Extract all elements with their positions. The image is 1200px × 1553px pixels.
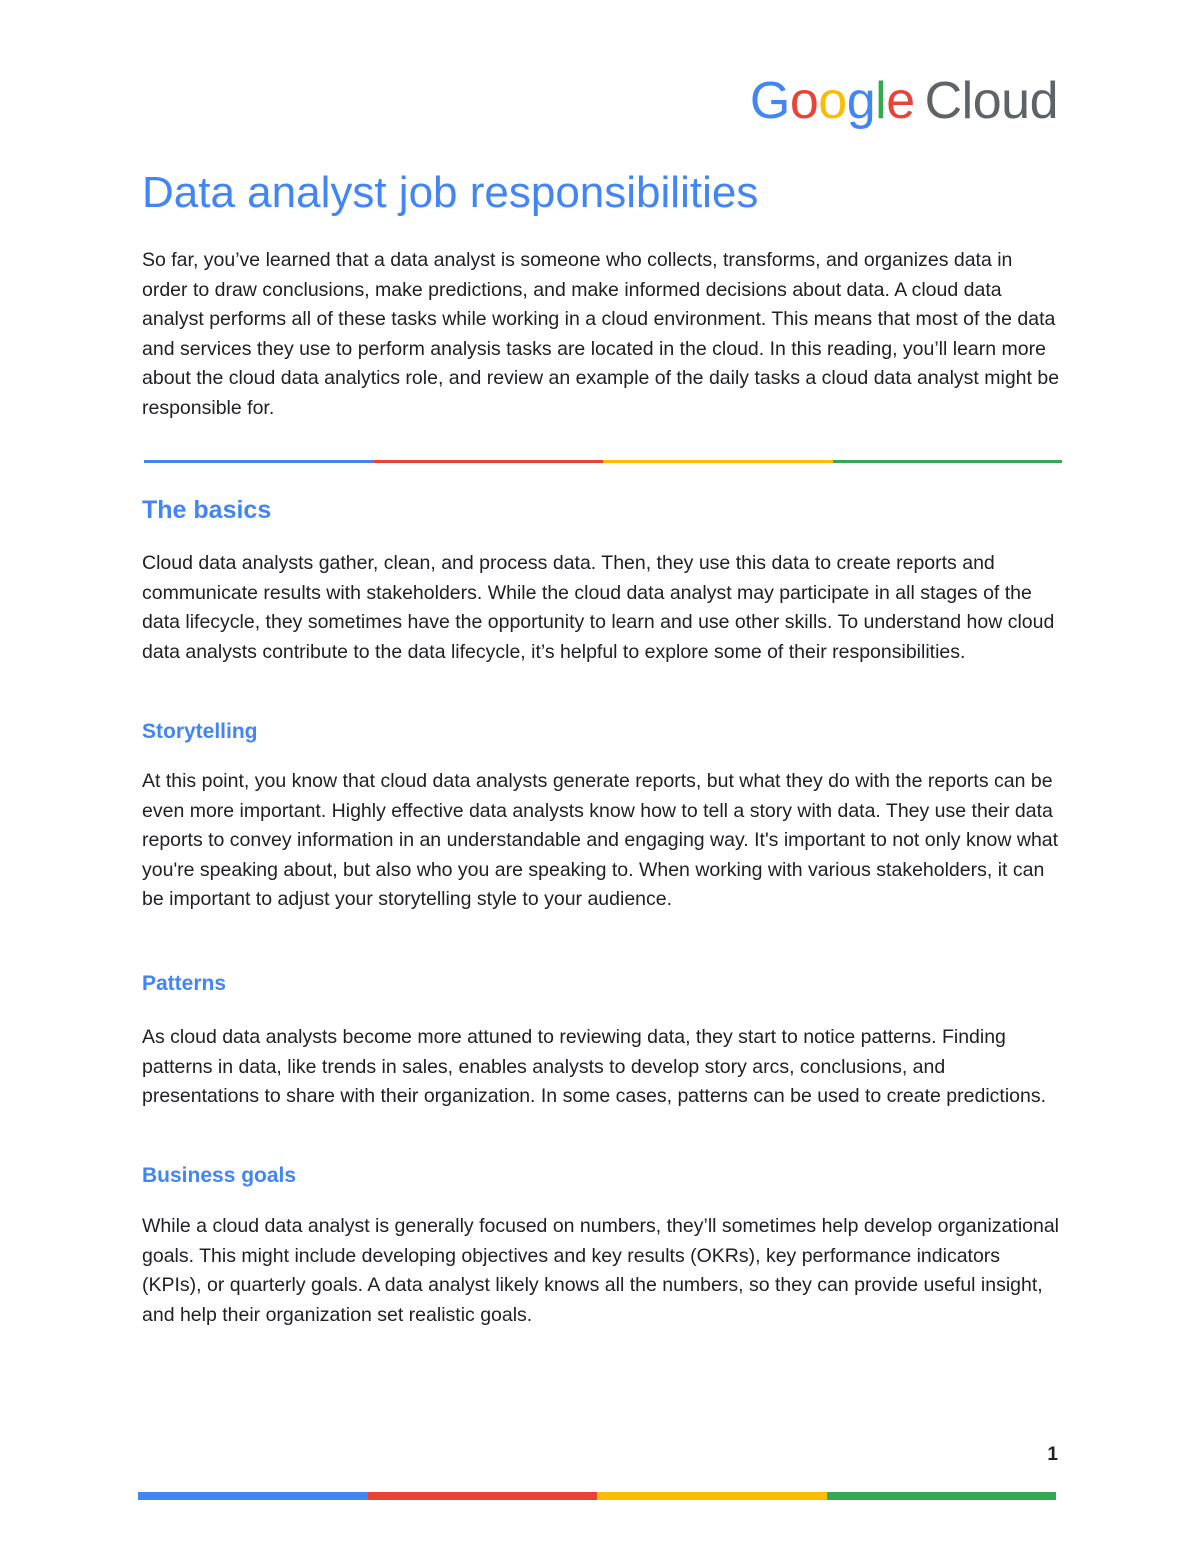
logo-cloud-word: Cloud bbox=[924, 72, 1058, 130]
basics-paragraph: Cloud data analysts gather, clean, and process data. Then, they use this data to create reports and communicate results with stakeholders. While the cloud data analyst may participate in all stages of the data lifecycle, they sometimes have the opportunity to learn and use other skills. To understand how cloud data analysts contribute to the data lifecycle, it’s helpful to explore some of their responsibilities. bbox=[142, 552, 1055, 663]
business-goals-paragraph: While a cloud data analyst is generally focused on numbers, they’ll sometimes help develop organizational goals. This might include developing objectives and key results (OKRs), key performance indicators (KPIs), or quarterly goals. A data analyst likely knows all the numbers, so they can provide useful insight, and help their organization set realistic goals. bbox=[142, 1215, 1060, 1326]
divider-segment-green bbox=[833, 460, 1063, 463]
page-number: 1 bbox=[1047, 1444, 1058, 1465]
divider-segment-red bbox=[374, 460, 604, 463]
heading-business-goals: Business goals bbox=[142, 1164, 297, 1187]
logo-letter-o2: o bbox=[818, 72, 847, 130]
google-cloud-logo bbox=[750, 70, 1058, 132]
patterns-paragraph: As cloud data analysts become more attuned to reviewing data, they start to notice patterns. Finding patterns in data, like trends in sales, enables analysts to develop story arcs, conclusions, and presentations to share with their organization. In some cases, patterns can be used to create predictions. bbox=[142, 1026, 1047, 1108]
footer-segment-yellow bbox=[597, 1492, 827, 1500]
page-title: Data analyst job responsibilities bbox=[142, 168, 759, 217]
heading-the-basics: The basics bbox=[142, 496, 272, 524]
logo-letter-o1: o bbox=[789, 72, 819, 130]
logo-letter-l: l bbox=[875, 72, 887, 130]
storytelling-paragraph: At this point, you know that cloud data analysts generate reports, but what they do with the reports can be even more important. Highly effective data analysts know how to tell a story with data. They use their data reports to convey information in an understandable and engaging way. It's important to not only know what you're speaking about, but also who you are speaking to. When working with various stakeholders, it can be important to adjust your storytelling style to your audience. bbox=[142, 770, 1059, 911]
logo-letter-e: e bbox=[886, 72, 915, 130]
divider-segment-yellow bbox=[603, 460, 833, 463]
logo-letter-g: G bbox=[749, 72, 790, 130]
logo-letter-g2: g bbox=[846, 72, 876, 130]
divider-segment-blue bbox=[144, 460, 374, 463]
footer-segment-green bbox=[827, 1492, 1057, 1500]
heading-storytelling: Storytelling bbox=[142, 720, 258, 743]
footer-segment-blue bbox=[138, 1492, 368, 1500]
section-divider bbox=[144, 460, 1062, 463]
footer-segment-red bbox=[368, 1492, 598, 1500]
intro-paragraph: So far, you’ve learned that a data analyst is someone who collects, transforms, and organizes data in order to draw conclusions, make predictions, and make informed decisions about data. A cloud data analyst performs all of these tasks while working in a cloud environment. This means that most of the data and services they use to perform analysis tasks are located in the cloud. In this reading, you’ll learn more about the cloud data analytics role, and review an example of the daily tasks a cloud data analyst might be responsible for. bbox=[142, 249, 1060, 419]
footer-color-bar bbox=[138, 1492, 1056, 1500]
heading-patterns: Patterns bbox=[142, 972, 227, 995]
